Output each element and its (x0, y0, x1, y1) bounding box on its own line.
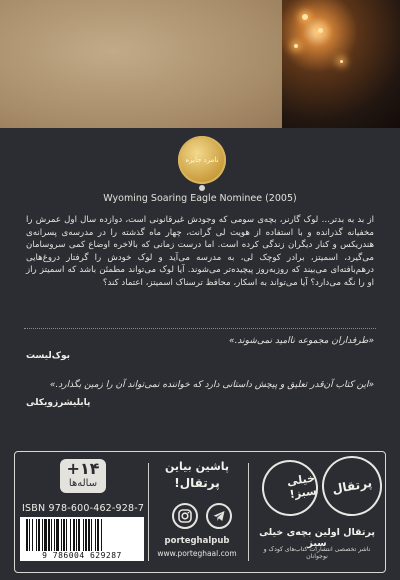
barcode-digits: 9 786004 629287 (42, 551, 122, 560)
brand-logo-text: خیلی سبز! (286, 471, 318, 502)
review-source-1: بوک‌لیست (26, 351, 70, 361)
light-glow (318, 28, 323, 33)
barcode-bars (20, 519, 144, 553)
barcode-bar (54, 519, 55, 551)
light-glow (302, 14, 308, 20)
barcode-bar (29, 519, 30, 551)
barcode-bar (85, 519, 87, 551)
age-rating-badge (60, 459, 106, 493)
publisher-tagline: ناشر تخصصی انتشارات کتاب‌های کودک و نوجوانان (263, 546, 371, 560)
instagram-icon[interactable] (172, 503, 198, 529)
barcode (20, 517, 144, 561)
barcode-bar (32, 519, 33, 551)
barcode-bar (70, 519, 71, 551)
follow-us-line1: پاشین بیاین (164, 460, 230, 473)
barcode-bar (76, 519, 77, 551)
barcode-bar (95, 519, 96, 551)
barcode-bar (97, 519, 99, 551)
barcode-bar (42, 519, 43, 551)
light-glow (294, 44, 298, 48)
award-caption: Wyoming Soaring Eagle Nominee (2005) (103, 193, 297, 204)
panel-separator (248, 463, 249, 561)
telegram-icon[interactable] (206, 503, 232, 529)
barcode-bar (73, 519, 75, 551)
award-seal (178, 136, 226, 184)
age-rating-word: ساله‌ها (68, 478, 98, 489)
barcode-bar (78, 519, 80, 551)
review-quote-1: «طرفداران مجموعه ناامید نمی‌شوند.» (229, 336, 374, 346)
barcode-bar (83, 519, 84, 551)
barcode-bar (63, 519, 65, 551)
photo-chandelier-scene (282, 0, 400, 128)
barcode-bar (66, 519, 67, 551)
cover-photo (0, 0, 400, 128)
dotted-divider (24, 328, 376, 329)
panel-separator (148, 463, 149, 561)
age-rating-number: +۱۴ (66, 459, 100, 478)
barcode-bar (38, 519, 40, 551)
review-source-2: پابلیشرزویکلی (26, 398, 91, 408)
publisher-slogan: پرتقال اولین بچه‌ی خیلی سبز (259, 527, 375, 549)
barcode-bar (48, 519, 50, 551)
light-glow (340, 60, 343, 63)
website-link[interactable]: www.porteghaal.com (157, 549, 237, 558)
social-handle[interactable]: porteghalpub (164, 536, 230, 546)
award-seal-text: نامزد جایزه (185, 155, 219, 164)
back-cover-blurb: از بد به بدتر… لوک گارنر، بچه‌ی سومی که وجودش غیرقانونی است، دوازده سال اول عمرش را مخفیانه گذرانده و با استفاده از هویت لی گرانت، چهار ماه گذشته را در مدرسه‌ی پسرانه‌ی هندریکس و کنار دیگران زندگی کرده است. اما درست زمانی که بالاخره اوضاع کمی سروسامان می‌گیرد، اسمیتز، برادر کوچک لی، به مدرسه می‌آید و لوک خودش را گرفتار دروغ‌هایی درهم‌بافته‌ای می‌بیند که روزبه‌روز پیچیده‌تر می‌شوند. آیا لوک می‌تواند مطمئن باشد که اسمیتز راز او را نگه می‌دارد؟ آیا می‌تواند به اسکار، محافظ ترسناک اسمیتز، اعتماد کند؟ (26, 215, 374, 288)
barcode-bar (26, 519, 28, 551)
barcode-bar (36, 519, 37, 551)
barcode-bar (101, 519, 102, 551)
barcode-bar (51, 519, 52, 551)
isbn-text: ISBN 978-600-462-928-7 (22, 503, 145, 514)
follow-us-line2: پرتقال! (174, 476, 220, 490)
photo-wall (0, 0, 282, 128)
publisher-logo-text: پرتقال (331, 475, 373, 497)
barcode-bar (56, 519, 59, 551)
review-quote-2: «این کتاب آن‌قدر تعلیق و پیچش داستانی دارد که خواننده نمی‌تواند آن را زمین بگذارد.» (49, 380, 374, 390)
barcode-bar (61, 519, 62, 551)
barcode-bar (91, 519, 92, 551)
barcode-bar (44, 519, 47, 551)
award-dot (199, 185, 205, 191)
barcode-bar (88, 519, 90, 551)
